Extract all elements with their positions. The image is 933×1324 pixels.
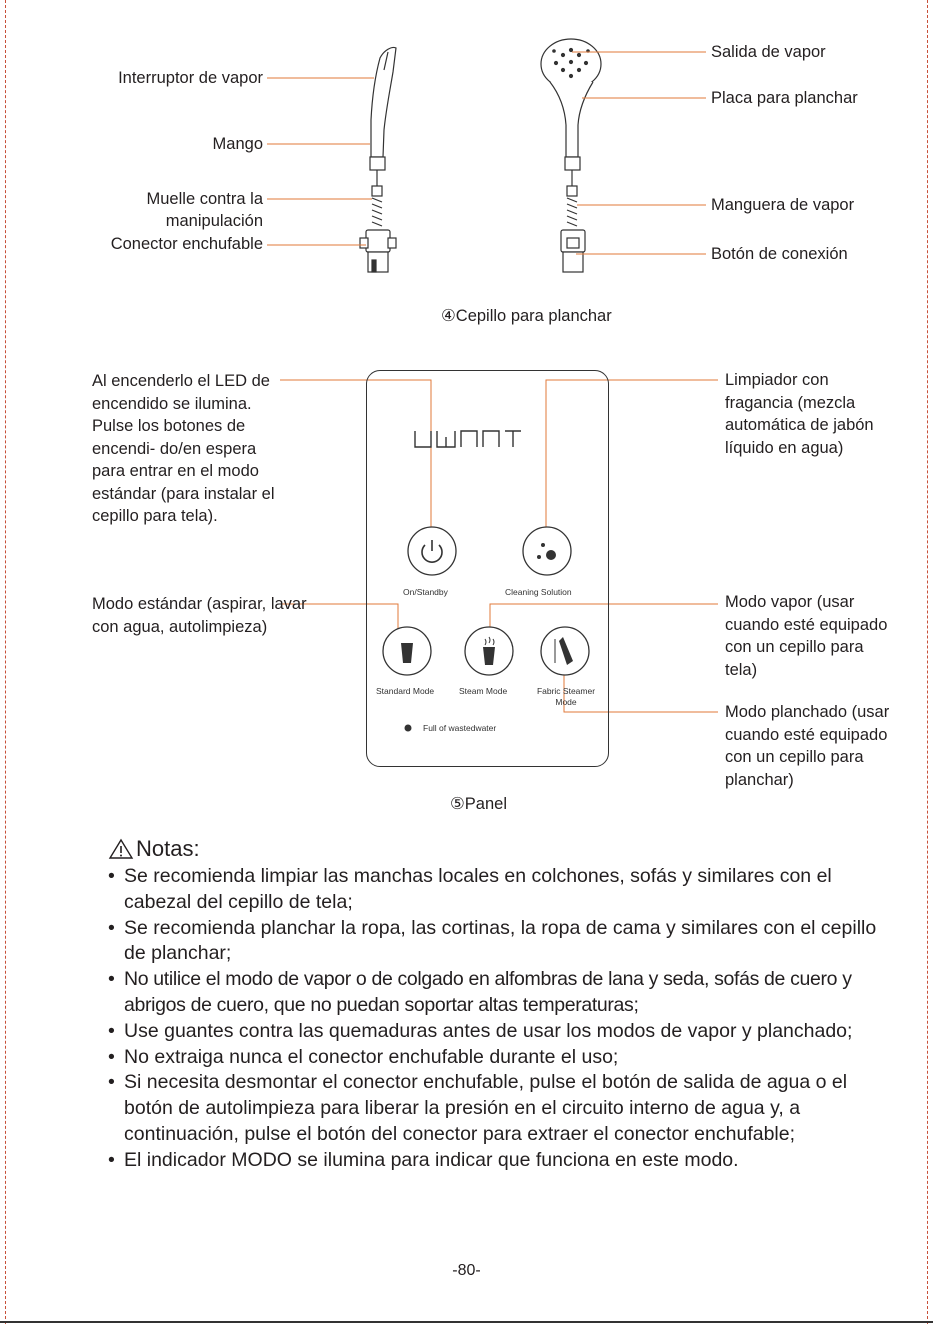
standard-mode-label: Standard Mode — [376, 686, 435, 696]
cleaning-solution-label: Cleaning Solution — [505, 587, 572, 597]
label-steam-switch: Interruptor de vapor — [118, 69, 263, 87]
steam-mode-label: Steam Mode — [459, 686, 508, 696]
ironing-brush-side-illustration — [360, 47, 396, 272]
list-item: • Si necesita desmontar el conector enchufable, pulse el botón de salida de agua o el botón de autolimpieza para liberar la presión en el circuito interno de agua y, a continuación, pulse el botón del conector para extraer el conector enchufable; — [108, 1070, 898, 1147]
label-connection-button: Botón de conexión — [711, 245, 848, 263]
list-item: • Se recomienda planchar la ropa, las cortinas, la ropa de cama y similares con el cepillo de planchar; — [108, 916, 898, 968]
warning-icon — [108, 838, 134, 860]
label-plug-connector: Conector enchufable — [110, 235, 263, 253]
list-item: • Se recomienda limpiar las manchas locales en colchones, sofás y similares con el cabezal del cepillo de tela; — [108, 864, 898, 916]
page-number: -80- — [452, 1262, 481, 1279]
brand-logo — [415, 431, 563, 447]
callout-ironing-mode: Modo planchado (usar cuando esté equipado con un cepillo para planchar) — [725, 703, 890, 789]
notes-heading — [108, 834, 898, 864]
callout-steam-mode: Modo vapor (usar cuando esté equipado con un cepillo para tela) — [725, 593, 888, 679]
label-steam-hose: Manguera de vapor — [711, 196, 855, 214]
label-steam-outlet: Salida de vapor — [711, 43, 826, 61]
label-anti-tamper-spring-line2: manipulación — [165, 212, 263, 230]
cleaning-button-ring — [523, 527, 571, 575]
ironing-brush-front-illustration — [541, 39, 601, 272]
label-handle: Mango — [212, 135, 263, 153]
control-panel-illustration — [366, 370, 609, 767]
panel-caption: ⑤Panel — [450, 795, 507, 813]
label-anti-tamper-spring: Muelle contra la — [146, 190, 263, 208]
vacuum-icon — [401, 643, 413, 663]
fabric-steamer-mode-label: Fabric Steamer Mode — [536, 686, 596, 707]
notes-section — [108, 834, 898, 1174]
wastewater-indicator-label: Full of wastedwater — [423, 723, 497, 733]
list-item: • El indicador MODO se ilumina para indicar que funciona en este modo. — [108, 1148, 898, 1174]
brush-caption: ④Cepillo para planchar — [441, 307, 612, 325]
list-item: • No extraiga nunca el conector enchufable durante el uso; — [108, 1045, 898, 1071]
label-ironing-plate: Placa para planchar — [711, 89, 858, 107]
list-item: • No utilice el modo de vapor o de colgado en alfombras de lana y seda, sofás de cuero y abrigos de cuero, que no puedan soportar altas temperaturas; — [108, 967, 898, 1019]
on-standby-label: On/Standby — [403, 587, 448, 597]
callout-power: Al encenderlo el LED de encendido se ilumina. Pulse los botones de encendi- do/en espera para entrar en el modo estándar (para instalar el cepillo para tela). — [92, 372, 275, 525]
callout-fragrance-cleaner: Limpiador con fragancia (mezcla automática de jabón líquido en agua) — [725, 371, 874, 457]
notes-title: Notas: — [136, 836, 200, 861]
notes-list — [108, 864, 898, 1174]
indicator-dot — [405, 725, 412, 732]
callout-standard-mode: Modo estándar (aspirar, lavar con agua, autolimpieza) — [92, 595, 307, 636]
list-item: • Use guantes contra las quemaduras antes de usar los modos de vapor y planchado; — [108, 1019, 898, 1045]
